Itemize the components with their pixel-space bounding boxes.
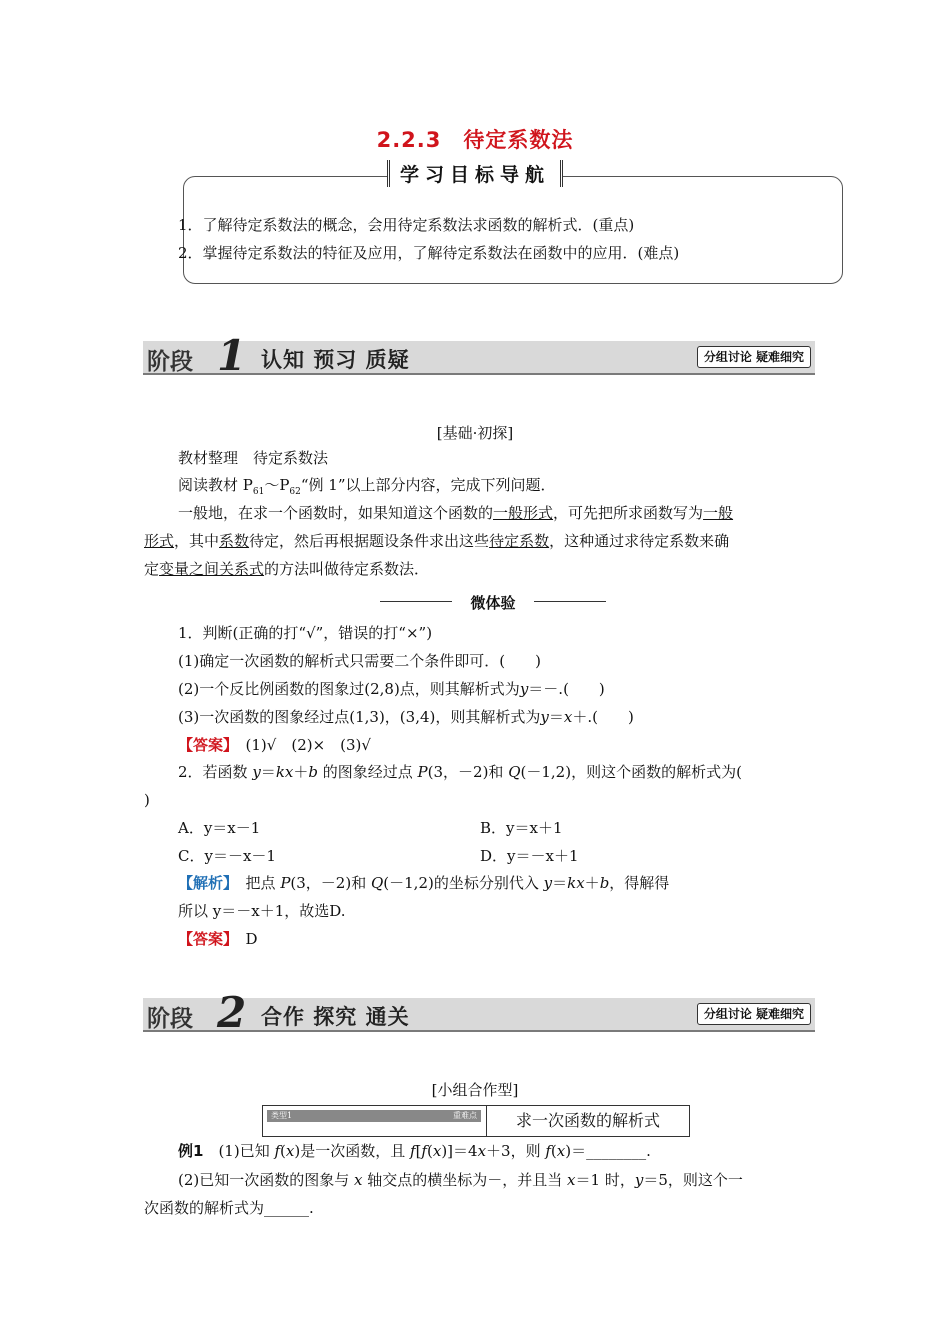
definition-line-1: 一般地，在求一个函数时，如果知道这个函数的一般形式，可先把所求函数写为一般	[178, 504, 734, 522]
goal-item-2: 2．掌握待定系数法的特征及应用，了解待定系数法在函数中的应用．(难点)	[178, 244, 680, 262]
stage-label: 阶段	[147, 349, 193, 375]
stage-number: 2	[217, 988, 247, 1037]
option-a: A．y＝x－1	[178, 819, 261, 837]
type-box	[262, 1105, 690, 1137]
option-d: D．y＝－x＋1	[480, 847, 579, 865]
example-1-part-1: 例1 (1)已知 f(x)是一次函数，且 f[f(x)]＝4x＋3，则 f(x)＝________.	[178, 1142, 651, 1160]
definition-line-3: 定变量之间关系式的方法叫做待定系数法．	[144, 560, 430, 578]
stage-title: 认知 预习 质疑	[261, 348, 410, 372]
goal-item-1: 1．了解待定系数法的概念，会用待定系数法求函数的解析式．(重点)	[178, 216, 635, 234]
example-tag: 例1	[178, 1142, 204, 1160]
question-1-stem: 1．判断(正确的打“√”，错误的打“×”)	[178, 624, 433, 642]
stage-label: 阶段	[147, 1006, 193, 1032]
example-1-part-2: (2)已知一次函数的图象与 x 轴交点的横坐标为－，并且当 x＝1 时，y＝5，则这个一	[178, 1171, 743, 1189]
weitiyan-divider: 微体验	[380, 592, 606, 612]
question-2-stem: 2．若函数 y＝kx＋b 的图象经过点 P(3，－2)和 Q(－1,2)，则这个函数的解析式为(	[178, 763, 742, 781]
reading-instruction: 阅读教材 $P_{61}\sim P_{62}“$例 1”以上部分内容，完成下列问题．	[178, 476, 556, 497]
section-bracket: [基础·初探]	[436, 424, 514, 442]
section-subtitle: 教材整理 待定系数法	[178, 449, 329, 467]
option-b: B．y＝x＋1	[480, 819, 563, 837]
option-c: C．y＝－x－1	[178, 847, 276, 865]
question-2-answer: 【答案】 D	[178, 930, 258, 948]
stage-number: 1	[217, 331, 247, 380]
type-title: 求一次函数的解析式	[515, 1111, 660, 1130]
question-2-analysis: 【解析】 把点 P(3，－2)和 Q(－1,2)的坐标分别代入 y＝kx＋b，得解得	[178, 874, 670, 892]
question-2-stem-end: )	[144, 791, 150, 809]
question-1-item-2: (2)一个反比例函数的图象过(2,8)点，则其解析式为y＝－.( )	[178, 680, 605, 698]
stage-tag: 分组讨论 疑难细究	[697, 346, 811, 368]
learning-goals-header: 学习目标导航	[0, 160, 950, 187]
example-1-part-2-cont: 次函数的解析式为______.	[144, 1199, 314, 1217]
type-label-bar: 类型1 重难点	[267, 1110, 481, 1122]
question-1-item-1: (1)确定一次函数的解析式只需要二个条件即可．( )	[178, 652, 541, 670]
stage-1-banner	[143, 331, 815, 380]
section-2-bracket: [小组合作型]	[431, 1081, 519, 1099]
definition-line-2: 形式，其中系数待定，然后再根据题设条件求出这些待定系数，这种通过求待定系数来确	[144, 532, 730, 550]
page-title: 2.2.3 待定系数法	[376, 128, 574, 152]
stage-title: 合作 探究 通关	[261, 1005, 410, 1029]
stage-2-banner	[143, 988, 815, 1037]
stage-tag: 分组讨论 疑难细究	[697, 1003, 811, 1025]
question-1-answer: 【答案】 (1)√ (2)× (3)√	[178, 736, 371, 754]
question-2-analysis-conclusion: 所以 y＝－x＋1，故选D.	[178, 902, 346, 920]
question-1-item-3: (3)一次函数的图象经过点(1,3)，(3,4)，则其解析式为y＝x＋.( )	[178, 708, 634, 726]
